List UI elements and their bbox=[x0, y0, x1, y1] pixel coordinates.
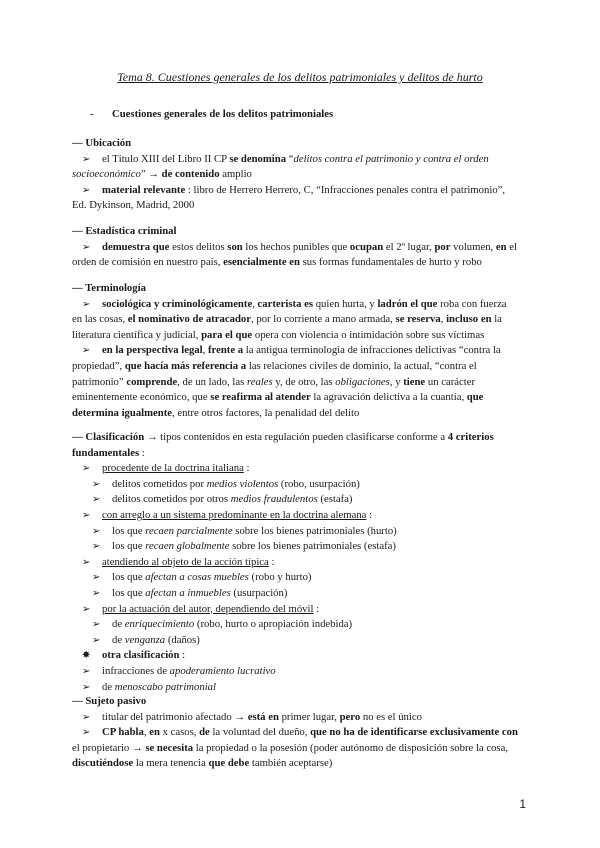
text-segment: amplio bbox=[219, 168, 252, 181]
text-segment: (robo, hurto o apropiación indebida) bbox=[194, 618, 353, 631]
text-segment: el Título XIII del Libro II CP bbox=[102, 152, 230, 165]
text-segment: en bbox=[495, 240, 507, 253]
arrow-bullet-icon: ➢ bbox=[82, 241, 91, 253]
text-segment: , entre otros factores, la penalidad del delito bbox=[172, 406, 360, 419]
text-line bbox=[72, 359, 537, 375]
text-segment: (usurpación) bbox=[230, 586, 288, 599]
section-heading bbox=[72, 694, 537, 710]
text-segment: en bbox=[149, 726, 160, 739]
arrow-bullet-icon: ➢ bbox=[92, 634, 101, 646]
intro-dash: - bbox=[90, 108, 94, 120]
text-line bbox=[72, 167, 537, 183]
text-segment: la voluntad del dueño, bbox=[209, 726, 311, 739]
text-segment: tiene bbox=[403, 375, 426, 388]
text-line bbox=[72, 297, 537, 313]
text-segment: primer lugar, bbox=[278, 710, 340, 723]
text-segment: , bbox=[143, 726, 150, 739]
text-line bbox=[72, 312, 537, 328]
section-ubicacion bbox=[72, 136, 537, 214]
text-line bbox=[72, 664, 537, 680]
text-segment: sobre los bienes patrimoniales (hurto) bbox=[232, 524, 397, 537]
text-segment: otra clasificación bbox=[102, 649, 180, 662]
text-segment: Ed. Dykinson, Madrid, 2000 bbox=[72, 199, 195, 212]
text-segment: de bbox=[112, 618, 125, 631]
text-line bbox=[72, 183, 537, 199]
text-segment: que debe bbox=[208, 757, 250, 770]
section-heading-text: — Sujeto pasivo bbox=[72, 695, 147, 707]
text-segment: menoscabo patrimonial bbox=[114, 680, 216, 693]
text-segment: x casos, bbox=[159, 726, 200, 739]
text-segment: carterista es bbox=[257, 297, 314, 310]
text-segment: que bbox=[466, 391, 484, 404]
text-line bbox=[72, 633, 537, 649]
text-segment: recaen globalmente bbox=[145, 540, 230, 553]
text-segment: que no ha de identificarse exclusivamente con bbox=[310, 726, 518, 739]
text-line bbox=[72, 586, 537, 602]
text-segment: los que bbox=[112, 524, 146, 537]
text-segment: la bbox=[491, 313, 502, 326]
text-segment: el propietario → bbox=[72, 741, 146, 754]
text-line bbox=[72, 680, 537, 696]
text-segment: , bbox=[252, 297, 258, 310]
text-segment: delitos cometidos por bbox=[112, 477, 207, 490]
text-segment: de bbox=[102, 680, 115, 693]
text-segment: delitos contra el patrimonio y contra el orden bbox=[293, 152, 489, 165]
text-segment: (estafa) bbox=[317, 493, 353, 506]
arrow-bullet-icon: ➢ bbox=[82, 509, 91, 521]
text-segment: delitos cometidos por otros bbox=[112, 493, 231, 506]
text-segment: apoderamiento lucrativo bbox=[169, 664, 276, 677]
text-segment: se reafirma al atender bbox=[210, 391, 311, 404]
text-segment: (robo y hurto) bbox=[248, 571, 312, 584]
text-segment: , y bbox=[389, 375, 404, 388]
text-segment: CP habla bbox=[102, 726, 144, 739]
text-segment: la propiedad o la posesión (poder autónomo de disposición sobre la cosa, bbox=[193, 741, 509, 754]
text-segment: de bbox=[112, 633, 125, 646]
arrow-bullet-icon: ➢ bbox=[82, 153, 91, 165]
text-line bbox=[72, 152, 537, 168]
text-segment: esencialmente en bbox=[223, 256, 300, 269]
text-segment: afectan a cosas muebles bbox=[145, 571, 249, 584]
text-segment: discutiéndose bbox=[72, 757, 134, 770]
text-segment: en las cosas, bbox=[72, 313, 128, 326]
text-segment: medios violentos bbox=[206, 477, 279, 490]
text-segment: la agravación delictiva a la cuantía, bbox=[310, 391, 467, 404]
section-heading-text: — Clasificación bbox=[72, 431, 145, 443]
text-line bbox=[72, 741, 537, 757]
text-line bbox=[72, 343, 537, 359]
text-segment: propiedad”, bbox=[72, 359, 125, 372]
text-segment: : bbox=[179, 649, 186, 662]
text-segment: ladrón el que bbox=[377, 297, 438, 310]
text-segment: estos delitos bbox=[169, 240, 228, 253]
text-segment: eminentemente económico, que bbox=[72, 391, 211, 404]
text-segment: (daños) bbox=[165, 633, 200, 646]
text-segment: literatura científica y judicial, bbox=[72, 328, 202, 341]
text-segment: el 2º lugar, bbox=[383, 240, 435, 253]
text-segment: se reserva bbox=[395, 313, 441, 326]
text-segment: infracciones de bbox=[102, 664, 170, 677]
section-heading bbox=[72, 136, 537, 152]
text-segment: los que bbox=[112, 586, 146, 599]
text-segment: de bbox=[199, 726, 210, 739]
text-segment: , por lo corriente a mano armada, bbox=[251, 313, 396, 326]
section-estadistica bbox=[72, 224, 537, 271]
text-segment: sociológica y criminológicamente bbox=[102, 297, 253, 310]
text-segment: obligaciones bbox=[335, 375, 390, 388]
text-segment: (robo, usurpación) bbox=[278, 477, 360, 490]
intro-text: Cuestiones generales de los delitos patrimoniales bbox=[112, 108, 334, 120]
text-segment: los hechos punibles que bbox=[242, 240, 350, 253]
text-segment: : bbox=[243, 462, 250, 475]
text-line bbox=[72, 255, 537, 271]
text-segment: opera con violencia o intimidación sobre sus víctimas bbox=[252, 328, 485, 341]
text-segment: sus formas fundamentales de hurto y robo bbox=[299, 256, 482, 269]
text-line bbox=[72, 725, 537, 741]
text-line bbox=[72, 539, 537, 555]
text-segment: , bbox=[440, 313, 447, 326]
section-sujeto-pasivo bbox=[72, 694, 537, 772]
text-segment: para el que bbox=[201, 328, 253, 341]
arrow-bullet-icon: ➢ bbox=[82, 184, 91, 196]
text-segment: socioeconómico bbox=[72, 168, 141, 181]
text-segment: : bbox=[139, 446, 145, 459]
section-heading-emphasis: 4 criterios bbox=[447, 431, 494, 443]
arrow-bullet-icon: ➢ bbox=[82, 345, 91, 357]
text-segment: , de un lado, las bbox=[177, 375, 247, 388]
text-segment: se denomina bbox=[229, 152, 287, 165]
text-segment: los que bbox=[112, 540, 146, 553]
section-heading-text: — Ubicación bbox=[72, 137, 132, 149]
text-line bbox=[72, 508, 537, 524]
text-line bbox=[72, 461, 537, 477]
text-line bbox=[72, 328, 537, 344]
text-segment: con arreglo a un sistema predominante en la doctrina alemana bbox=[102, 508, 367, 521]
arrow-bullet-icon: ➢ bbox=[82, 556, 91, 568]
text-line bbox=[72, 198, 537, 214]
text-segment: ocupan bbox=[349, 240, 384, 253]
section-clasificacion bbox=[72, 430, 537, 695]
text-line bbox=[72, 648, 537, 664]
text-line bbox=[72, 555, 537, 571]
text-segment: fundamentales bbox=[72, 446, 140, 459]
text-line bbox=[72, 446, 537, 462]
text-segment: , bbox=[202, 344, 208, 357]
document-title: Tema 8. Cuestiones generales de los delitos patrimoniales y delitos de hurto bbox=[117, 70, 483, 84]
section-heading bbox=[72, 430, 537, 446]
text-segment: volumen, bbox=[450, 240, 496, 253]
text-line bbox=[72, 492, 537, 508]
arrow-bullet-icon: ➢ bbox=[92, 541, 101, 553]
arrow-bullet-icon: ➢ bbox=[92, 525, 101, 537]
text-segment: medios fraudulentos bbox=[230, 493, 318, 506]
text-line bbox=[72, 375, 537, 391]
text-segment: por la actuación del autor, dependiendo del móvil bbox=[102, 602, 314, 615]
text-segment: venganza bbox=[124, 633, 166, 646]
text-line bbox=[72, 240, 537, 256]
text-segment: afectan a inmuebles bbox=[145, 586, 231, 599]
arrow-bullet-icon: ➢ bbox=[92, 494, 101, 506]
arrow-bullet-icon: ➢ bbox=[82, 463, 91, 475]
arrow-bullet-icon: ➢ bbox=[82, 665, 91, 677]
section-heading-text: — Terminología bbox=[72, 282, 146, 294]
arrow-bullet-icon: ➢ bbox=[82, 727, 91, 739]
text-segment: determina igualmente bbox=[72, 406, 173, 419]
star-bullet-icon: ✸ bbox=[82, 650, 91, 662]
text-line bbox=[72, 477, 537, 493]
text-segment: ” → bbox=[140, 168, 162, 181]
text-segment: comprende bbox=[126, 375, 178, 388]
text-segment: la mera tenencia bbox=[133, 757, 209, 770]
text-segment: titular del patrimonio afectado → bbox=[102, 710, 248, 723]
text-line bbox=[72, 710, 537, 726]
arrow-bullet-icon: ➢ bbox=[92, 572, 101, 584]
text-segment: “ bbox=[286, 152, 294, 165]
text-segment: procedente de la doctrina italiana bbox=[102, 462, 244, 475]
text-line bbox=[72, 570, 537, 586]
text-segment: demuestra que bbox=[102, 240, 170, 253]
text-segment: patrimonio” bbox=[72, 375, 127, 388]
text-segment: en la perspectiva legal bbox=[102, 344, 203, 357]
text-segment: también aceptarse) bbox=[249, 757, 333, 770]
text-line bbox=[72, 756, 537, 772]
text-segment: : bbox=[313, 602, 320, 615]
text-segment: reales bbox=[246, 375, 273, 388]
arrow-bullet-icon: ➢ bbox=[82, 681, 91, 693]
section-heading-text: — Estadística criminal bbox=[72, 225, 177, 237]
text-segment: atendiendo al objeto de la acción típica bbox=[102, 555, 269, 568]
text-segment: : bbox=[268, 555, 275, 568]
text-segment: por bbox=[434, 240, 451, 253]
text-segment: no es el único bbox=[360, 710, 422, 723]
arrow-bullet-icon: ➢ bbox=[82, 603, 91, 615]
intro-heading bbox=[90, 107, 333, 123]
text-segment: quien hurta, y bbox=[313, 297, 378, 310]
section-heading bbox=[72, 224, 537, 240]
arrow-bullet-icon: ➢ bbox=[82, 711, 91, 723]
text-segment: se necesita bbox=[145, 741, 194, 754]
text-segment: incluso en bbox=[446, 313, 492, 326]
text-line bbox=[72, 406, 537, 422]
text-line bbox=[72, 524, 537, 540]
text-segment: enriquecimiento bbox=[124, 618, 195, 631]
text-segment: orden de comisión en nuestro país, bbox=[72, 256, 224, 269]
text-segment: el bbox=[506, 240, 517, 253]
text-segment: : libro de Herrero Herrero, C, “Infracciones penales contra el patrimonio”, bbox=[185, 183, 506, 196]
text-segment: la antigua terminología de infracciones delictivas “contra la bbox=[243, 344, 501, 357]
text-segment: pero bbox=[339, 710, 361, 723]
text-line bbox=[72, 602, 537, 618]
arrow-bullet-icon: ➢ bbox=[82, 298, 91, 310]
text-segment: son bbox=[227, 240, 243, 253]
text-segment: el nominativo de atracador bbox=[127, 313, 251, 326]
text-segment: sobre los bienes patrimoniales (estafa) bbox=[229, 540, 396, 553]
text-segment: : bbox=[366, 508, 373, 521]
arrow-bullet-icon: ➢ bbox=[92, 619, 101, 631]
section-terminologia bbox=[72, 281, 537, 421]
text-segment: frente a bbox=[207, 344, 244, 357]
arrow-bullet-icon: ➢ bbox=[92, 587, 101, 599]
text-segment: está en bbox=[247, 710, 279, 723]
text-segment: de contenido bbox=[161, 168, 220, 181]
section-heading-rest: → tipos contenidos en esta regulación pueden clasificarse conforme a bbox=[144, 431, 448, 443]
text-line bbox=[72, 617, 537, 633]
text-segment: las relaciones civiles de dominio, la actual, “contra el bbox=[246, 359, 477, 372]
text-segment: los que bbox=[112, 571, 146, 584]
text-segment: y, de otro, las bbox=[272, 375, 336, 388]
text-segment: un carácter bbox=[425, 375, 476, 388]
arrow-bullet-icon: ➢ bbox=[92, 478, 101, 490]
text-segment: material relevante bbox=[102, 183, 186, 196]
text-line bbox=[72, 390, 537, 406]
text-segment: recaen parcialmente bbox=[145, 524, 233, 537]
page-number: 1 bbox=[519, 797, 526, 811]
section-heading bbox=[72, 281, 537, 297]
text-segment: que hacía más referencia a bbox=[124, 359, 247, 372]
text-segment: roba con fuerza bbox=[437, 297, 507, 310]
